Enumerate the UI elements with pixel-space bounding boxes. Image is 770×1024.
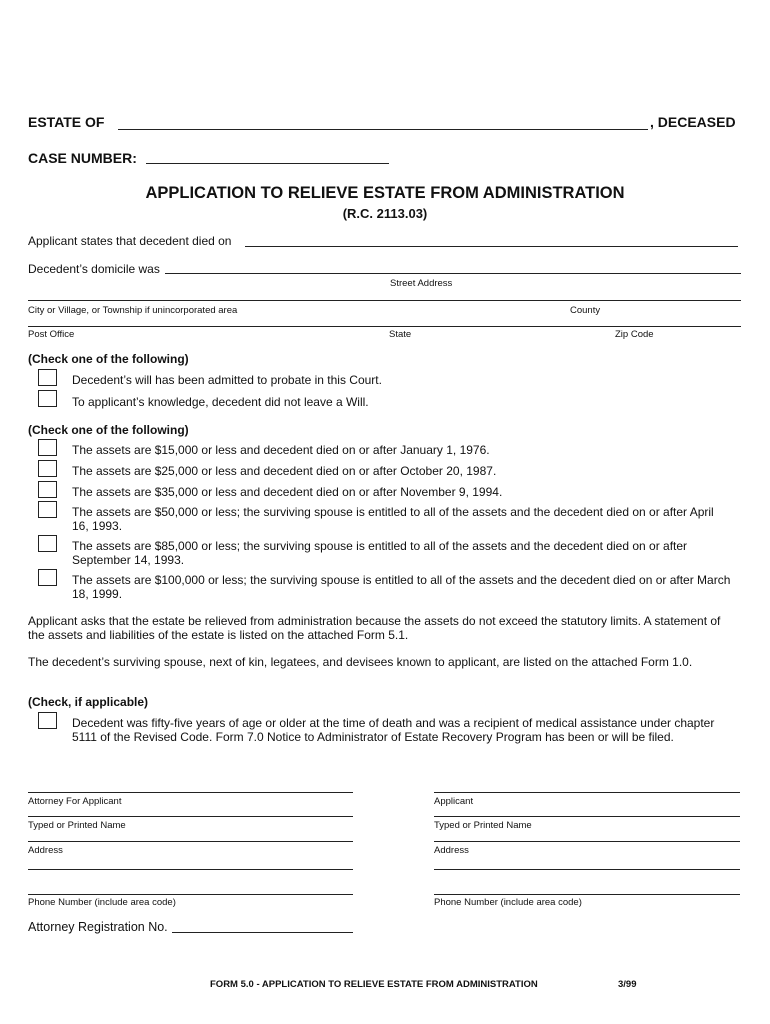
post-office-state-zip-field[interactable] [28, 326, 741, 327]
county-caption: County [570, 305, 601, 316]
will-probated-label: Decedent’s will has been admitted to probate in this Court. [72, 373, 382, 387]
estate-of-label: ESTATE OF [28, 114, 105, 130]
zip-caption: Zip Code [615, 329, 654, 340]
applicant-phone-caption: Phone Number (include area code) [434, 897, 582, 908]
medical-assistance-checkbox[interactable] [38, 712, 57, 729]
state-caption: State [389, 329, 412, 340]
attorney-registration-field[interactable] [172, 932, 353, 933]
attorney-registration-label: Attorney Registration No. [28, 920, 168, 934]
assets-100000-label: The assets are $100,000 or less; the surviving spouse is entitled to all of the assets and the decedent died on or after March 18, 1999. [72, 573, 731, 601]
applicant-address-caption: Address [434, 845, 469, 856]
footer-form-title: FORM 5.0 - APPLICATION TO RELIEVE ESTATE FROM ADMINISTRATION [210, 979, 538, 990]
attorney-phone-line[interactable] [28, 894, 353, 895]
applicant-typed-caption: Typed or Printed Name [434, 820, 532, 831]
street-address-caption: Street Address [390, 278, 453, 289]
applicant-signature-line[interactable] [434, 792, 740, 793]
assets-35000-label: The assets are $35,000 or less and decedent died on or after November 9, 1994. [72, 485, 503, 499]
attorney-title-caption: Attorney For Applicant [28, 796, 122, 807]
section3-heading: (Check, if applicable) [28, 695, 149, 709]
will-probated-checkbox[interactable] [38, 369, 57, 386]
post-office-caption: Post Office [28, 329, 75, 340]
section2-heading: (Check one of the following) [28, 423, 189, 437]
assets-85000-label: The assets are $85,000 or less; the surviving spouse is entitled to all of the assets and the decedent died on or after September 14, 1993. [72, 539, 688, 567]
applicant-title-caption: Applicant [434, 796, 474, 807]
next-of-kin-paragraph: The decedent’s surviving spouse, next of kin, legatees, and devisees known to applicant, are listed on the attached Form 1.0. [28, 655, 693, 669]
attorney-name-line[interactable] [28, 816, 353, 817]
date-of-death-field[interactable] [245, 246, 738, 247]
applicant-address-line[interactable] [434, 841, 740, 842]
assets-25000-label: The assets are $25,000 or less and decedent died on or after October 20, 1987. [72, 464, 497, 478]
assets-100000-checkbox[interactable] [38, 569, 57, 586]
case-number-field[interactable] [146, 163, 389, 164]
deceased-label: , DECEASED [650, 114, 736, 130]
assets-35000-checkbox[interactable] [38, 481, 57, 498]
assets-25000-checkbox[interactable] [38, 460, 57, 477]
no-will-label: To applicant’s knowledge, decedent did not leave a Will. [72, 395, 369, 409]
applicant-address-line-2[interactable] [434, 869, 740, 870]
medical-assistance-label: Decedent was fifty-five years of age or older at the time of death and was a recipient of medical assistance under chapter 5111 of the Revised Code. Form 7.0 Notice to Administrator of Estate Recovery Program has been or will be filed. [72, 716, 715, 744]
city-county-field[interactable] [28, 300, 741, 301]
estate-name-field[interactable] [118, 129, 648, 130]
assets-85000-checkbox[interactable] [38, 535, 57, 552]
attorney-typed-caption: Typed or Printed Name [28, 820, 126, 831]
attorney-address-line[interactable] [28, 841, 353, 842]
domicile-label: Decedent’s domicile was [28, 262, 160, 276]
assets-15000-label: The assets are $15,000 or less and decedent died on or after January 1, 1976. [72, 443, 490, 457]
case-number-label: CASE NUMBER: [28, 150, 137, 166]
assets-50000-checkbox[interactable] [38, 501, 57, 518]
attorney-signature-line[interactable] [28, 792, 353, 793]
page-title: APPLICATION TO RELIEVE ESTATE FROM ADMINISTRATION [145, 184, 625, 202]
city-caption: City or Village, or Township if unincorporated area [28, 305, 238, 316]
relief-request-paragraph: Applicant asks that the estate be relieved from administration because the assets do not exceed the statutory limits. A statement of the assets and liabilities of the estate is listed on the attached Form 5.1. [28, 614, 721, 642]
attorney-address-caption: Address [28, 845, 63, 856]
attorney-address-line-2[interactable] [28, 869, 353, 870]
assets-15000-checkbox[interactable] [38, 439, 57, 456]
applicant-phone-line[interactable] [434, 894, 740, 895]
assets-50000-label: The assets are $50,000 or less; the surviving spouse is entitled to all of the assets and the decedent died on or after April 16, 1993. [72, 505, 714, 533]
section1-heading: (Check one of the following) [28, 352, 189, 366]
applicant-name-line[interactable] [434, 816, 740, 817]
street-address-field[interactable] [165, 273, 741, 274]
statute-reference: (R.C. 2113.03) [342, 206, 428, 221]
died-on-label: Applicant states that decedent died on [28, 234, 232, 248]
no-will-checkbox[interactable] [38, 390, 57, 407]
footer-revision: 3/99 [618, 979, 637, 990]
attorney-phone-caption: Phone Number (include area code) [28, 897, 176, 908]
